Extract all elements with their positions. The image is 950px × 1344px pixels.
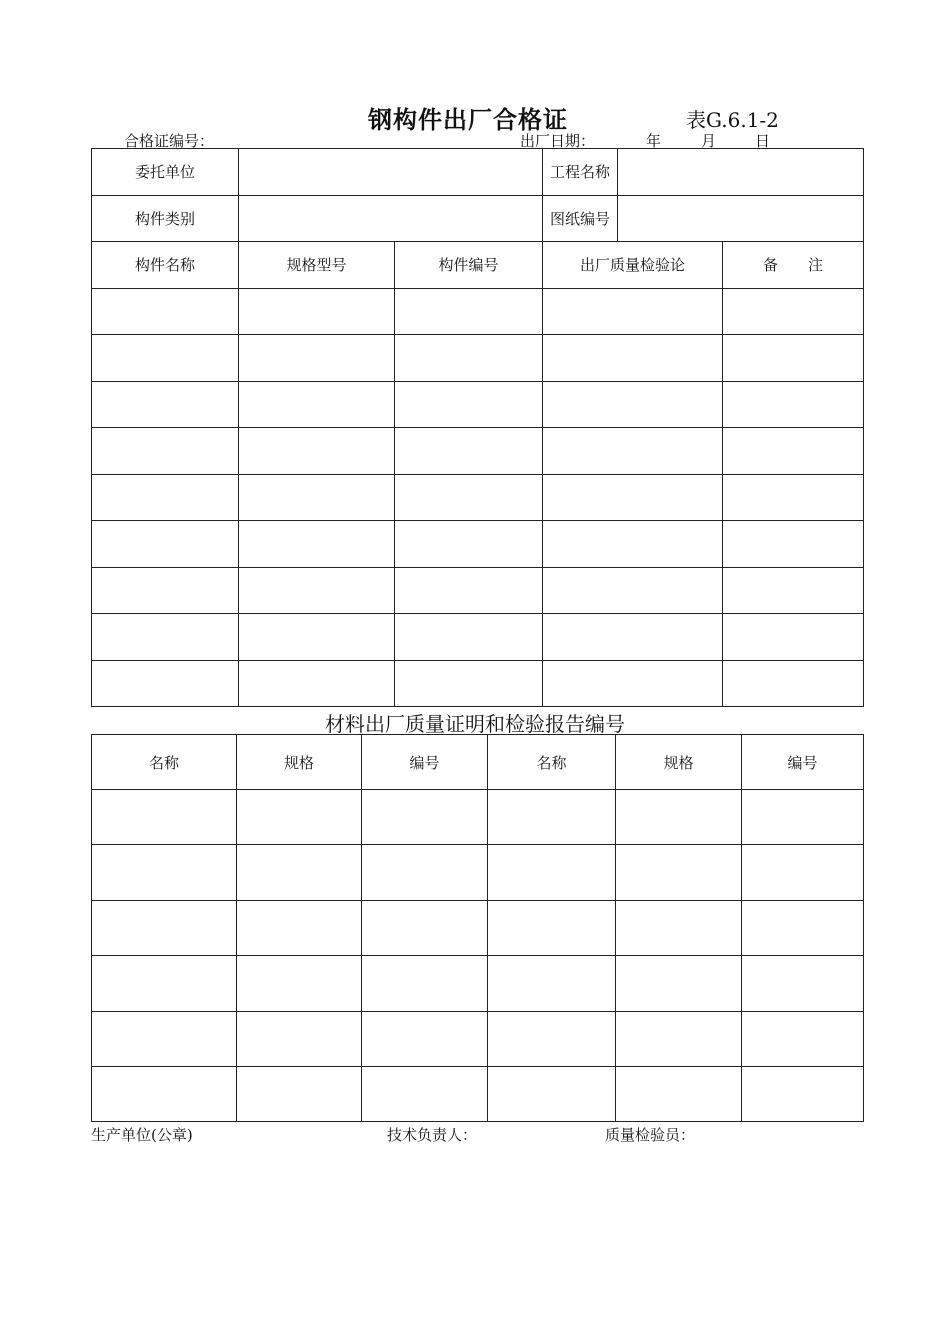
table-row [92,1011,864,1066]
table-cell[interactable] [395,428,543,475]
drawing-no-value-cell[interactable] [618,195,864,242]
column-header: 编号 [742,735,864,790]
table-row [92,614,864,661]
component-type-value-cell[interactable] [239,195,543,242]
component-type-label: 构件类别 [92,195,239,242]
table-cell[interactable] [237,1011,362,1066]
table-cell[interactable] [616,956,742,1011]
table-cell[interactable] [488,1066,616,1121]
table-cell[interactable] [543,614,723,661]
table-cell[interactable] [362,1011,488,1066]
table-cell[interactable] [395,567,543,614]
table-row [92,956,864,1011]
client-value-cell[interactable] [239,149,543,196]
table-cell[interactable] [239,521,395,568]
table-cell[interactable] [239,428,395,475]
table-cell[interactable] [92,474,239,521]
table-cell[interactable] [543,567,723,614]
table-cell[interactable] [543,288,723,335]
table-row [92,381,864,428]
materials-table [91,734,864,1122]
table-cell[interactable] [742,900,864,955]
table-cell[interactable] [239,614,395,661]
table-cell[interactable] [488,900,616,955]
table-cell[interactable] [723,474,864,521]
component-certificate-table [91,148,864,707]
table-cell[interactable] [237,845,362,900]
table-cell[interactable] [237,900,362,955]
table-cell[interactable] [239,288,395,335]
table-row [92,900,864,955]
column-header: 名称 [488,735,616,790]
table-cell[interactable] [362,900,488,955]
factory-date-label: 出厂日期： [520,132,596,150]
table-cell[interactable] [616,900,742,955]
table-cell[interactable] [742,956,864,1011]
column-header: 备 注 [723,242,864,289]
table-cell[interactable] [362,1066,488,1121]
tech-lead-label: 技术负责人： [387,1126,478,1144]
table-cell[interactable] [395,660,543,707]
table-cell[interactable] [395,521,543,568]
inspector-label: 质量检验员： [605,1126,696,1144]
table-row [92,1066,864,1121]
column-header: 出厂质量检验论 [543,242,723,289]
info-row-client [92,149,864,196]
table-cell[interactable] [543,521,723,568]
column-header: 规格 [237,735,362,790]
table-cell[interactable] [92,790,237,845]
table-cell[interactable] [239,660,395,707]
table-cell[interactable] [488,1011,616,1066]
table-cell[interactable] [543,335,723,382]
table-cell[interactable] [395,614,543,661]
table-cell[interactable] [239,474,395,521]
table-cell[interactable] [742,790,864,845]
table-cell[interactable] [742,845,864,900]
table-row [92,335,864,382]
table-cell[interactable] [723,614,864,661]
table-cell[interactable] [92,521,239,568]
table-cell[interactable] [92,381,239,428]
table-cell[interactable] [543,428,723,475]
table-cell[interactable] [723,288,864,335]
drawing-no-label: 图纸编号 [543,195,618,242]
table-cell[interactable] [488,956,616,1011]
table-cell[interactable] [92,900,237,955]
project-value-cell[interactable] [618,149,864,196]
client-label: 委托单位 [92,149,239,196]
table-cell[interactable] [723,660,864,707]
table-cell[interactable] [92,614,239,661]
table-row [92,790,864,845]
table-cell[interactable] [616,1066,742,1121]
project-label: 工程名称 [543,149,618,196]
table-cell[interactable] [239,335,395,382]
table-row [92,474,864,521]
table-cell[interactable] [723,381,864,428]
day-label: 日 [755,132,771,150]
table-cell[interactable] [488,845,616,900]
table-cell[interactable] [239,567,395,614]
table-cell[interactable] [616,790,742,845]
table-row [92,660,864,707]
column-header: 构件名称 [92,242,239,289]
table-cell[interactable] [92,567,239,614]
table-cell[interactable] [742,1066,864,1121]
column-header: 编号 [362,735,488,790]
table-cell[interactable] [92,1011,237,1066]
document-title: 钢构件出厂合格证 [368,106,568,134]
table-cell[interactable] [543,474,723,521]
table-cell[interactable] [742,1011,864,1066]
table-cell[interactable] [362,956,488,1011]
producer-label: 生产单位(公章) [91,1126,193,1144]
table-row [92,428,864,475]
table-cell[interactable] [723,521,864,568]
table-row [92,521,864,568]
table-cell[interactable] [543,381,723,428]
table-cell[interactable] [237,1066,362,1121]
table-cell[interactable] [395,335,543,382]
column-header: 规格 [616,735,742,790]
table-row [92,288,864,335]
table-cell[interactable] [488,790,616,845]
table-cell[interactable] [543,660,723,707]
table-cell[interactable] [395,474,543,521]
table-cell[interactable] [616,1011,742,1066]
table-cell[interactable] [92,845,237,900]
table-cell[interactable] [237,790,362,845]
table-row [92,567,864,614]
info-row-type [92,195,864,242]
table-cell[interactable] [92,956,237,1011]
table-cell[interactable] [92,288,239,335]
table-cell[interactable] [92,1066,237,1121]
table-cell[interactable] [723,335,864,382]
table-cell[interactable] [616,845,742,900]
table-cell[interactable] [723,567,864,614]
materials-header-row [92,735,864,790]
table-cell[interactable] [92,660,239,707]
table-cell[interactable] [239,381,395,428]
table-cell[interactable] [92,428,239,475]
column-header: 规格型号 [239,242,395,289]
form-code: 表G.6.1-2 [686,108,779,132]
components-header-row [92,242,864,289]
materials-section-title: 材料出厂质量证明和检验报告编号 [325,712,625,736]
table-cell[interactable] [395,381,543,428]
table-row [92,845,864,900]
column-header: 名称 [92,735,237,790]
table-cell[interactable] [237,956,362,1011]
table-cell[interactable] [395,288,543,335]
table-cell[interactable] [362,845,488,900]
table-cell[interactable] [92,335,239,382]
month-label: 月 [701,132,717,150]
table-cell[interactable] [723,428,864,475]
column-header: 构件编号 [395,242,543,289]
certificate-no-label: 合格证编号： [124,132,215,150]
table-cell[interactable] [362,790,488,845]
year-label: 年 [646,132,662,150]
